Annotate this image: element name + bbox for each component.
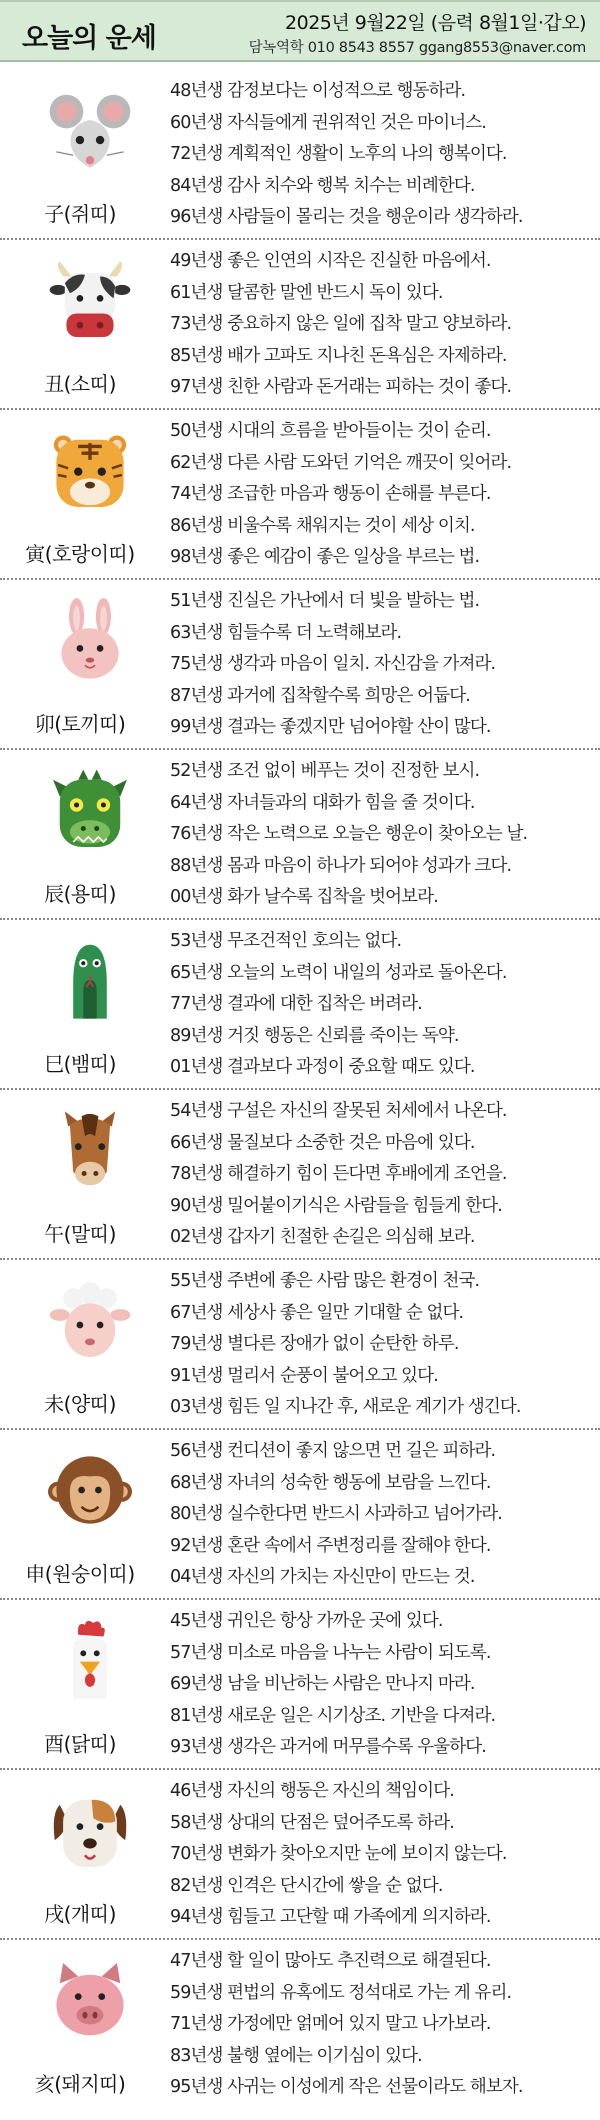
zodiac-cell bbox=[0, 70, 160, 240]
zodiac-cell bbox=[0, 750, 160, 920]
fortune-line: 73년생 중요하지 않은 일에 집착 말고 양보하라. bbox=[170, 314, 512, 334]
fortune-line: 91년생 멀리서 순풍이 불어오고 있다. bbox=[170, 1365, 438, 1386]
fortune-line: 70년생 변화가 찾아오지만 눈에 보이지 않는다. bbox=[170, 1844, 507, 1864]
monkey-icon bbox=[48, 1448, 132, 1532]
dog-icon bbox=[48, 1788, 132, 1872]
snake-icon bbox=[48, 938, 132, 1022]
zodiac-row-rat bbox=[0, 70, 600, 240]
rat-icon bbox=[48, 88, 132, 172]
tiger-icon bbox=[48, 428, 132, 512]
zodiac-cell bbox=[0, 1430, 160, 1600]
fortune-line: 64년생 자녀들과의 대화가 힘을 줄 것이다. bbox=[170, 792, 475, 813]
fortune-line: 45년생 귀인은 항상 가까운 곳에 있다. bbox=[170, 1611, 443, 1631]
fortune-line: 48년생 감정보다는 이성적으로 행동하라. bbox=[170, 81, 466, 101]
fortune-lines bbox=[170, 76, 594, 234]
zodiac-row-snake bbox=[0, 920, 600, 1090]
fortune-lines bbox=[170, 1946, 594, 2104]
fortune-line: 47년생 할 일이 많아도 추진력으로 해결된다. bbox=[170, 1951, 491, 1971]
fortune-line: 02년생 갑자기 친절한 손길은 의심해 보라. bbox=[170, 1227, 475, 1247]
zodiac-row-sheep bbox=[0, 1260, 600, 1430]
zodiac-row-pig bbox=[0, 1940, 600, 2110]
zodiac-label: 丑(소띠) bbox=[44, 372, 116, 396]
zodiac-row-dragon bbox=[0, 750, 600, 920]
fortune-line: 66년생 물질보다 소중한 것은 마음에 있다. bbox=[170, 1132, 475, 1153]
zodiac-row-ox bbox=[0, 240, 600, 410]
header-contact: 담녹역학 010 8543 8557 ggang8553@naver.com bbox=[248, 40, 586, 56]
fortune-line: 81년생 새로운 일은 시기상조. 기반을 다져라. bbox=[170, 1705, 496, 1726]
fortune-line: 84년생 감사 치수와 행복 치수는 비례한다. bbox=[170, 175, 475, 196]
fortune-line: 95년생 사귀는 이성에게 작은 선물이라도 해보자. bbox=[170, 2077, 523, 2097]
fortune-line: 49년생 좋은 인연의 시작은 진실한 마음에서. bbox=[170, 251, 491, 271]
fortune-line: 83년생 불행 옆에는 이기심이 있다. bbox=[170, 2045, 422, 2066]
zodiac-label: 子(쥐띠) bbox=[44, 202, 116, 226]
fortune-line: 60년생 자식들에게 권위적인 것은 마이너스. bbox=[170, 112, 486, 133]
fortune-line: 88년생 몸과 마음이 하나가 되어야 성과가 크다. bbox=[170, 855, 512, 876]
zodiac-cell bbox=[0, 1090, 160, 1260]
zodiac-label: 辰(용띠) bbox=[44, 882, 116, 906]
fortune-lines bbox=[170, 246, 594, 404]
fortune-lines bbox=[170, 1606, 594, 1764]
fortune-line: 59년생 편법의 유혹에도 정석대로 가는 게 유리. bbox=[170, 1982, 512, 2003]
zodiac-cell bbox=[0, 240, 160, 410]
zodiac-label: 申(원숭이띠) bbox=[25, 1562, 135, 1586]
fortune-line: 80년생 실수한다면 반드시 사과하고 넘어가라. bbox=[170, 1504, 502, 1524]
fortune-line: 96년생 사람들이 몰리는 것을 행운이라 생각하라. bbox=[170, 207, 523, 227]
fortune-line: 71년생 가정에만 얽메어 있지 말고 나가보라. bbox=[170, 2014, 491, 2034]
fortune-line: 04년생 자신의 가치는 자신만이 만드는 것. bbox=[170, 1567, 475, 1587]
zodiac-label: 酉(닭띠) bbox=[44, 1732, 116, 1756]
fortune-line: 61년생 달콤한 말엔 반드시 독이 있다. bbox=[170, 282, 443, 303]
horse-icon bbox=[48, 1108, 132, 1192]
zodiac-row-monkey bbox=[0, 1430, 600, 1600]
fortune-line: 58년생 상대의 단점은 덮어주도록 하라. bbox=[170, 1812, 454, 1833]
fortune-line: 79년생 별다른 장애가 없이 순탄한 하루. bbox=[170, 1334, 459, 1354]
zodiac-label: 午(말띠) bbox=[44, 1222, 116, 1246]
fortune-lines bbox=[170, 416, 594, 574]
zodiac-label: 巳(뱀띠) bbox=[44, 1052, 116, 1076]
fortune-line: 67년생 세상사 좋은 일만 기대할 순 없다. bbox=[170, 1302, 464, 1323]
fortune-line: 82년생 인격은 단시간에 쌓을 순 없다. bbox=[170, 1875, 443, 1896]
fortune-line: 68년생 자녀의 성숙한 행동에 보람을 느낀다. bbox=[170, 1472, 491, 1493]
fortune-lines bbox=[170, 1096, 594, 1254]
fortune-line: 93년생 생각은 과거에 머무를수록 우울하다. bbox=[170, 1737, 486, 1757]
zodiac-label: 寅(호랑이띠) bbox=[25, 542, 135, 566]
header bbox=[0, 0, 600, 62]
fortune-line: 54년생 구설은 자신의 잘못된 처세에서 나온다. bbox=[170, 1101, 507, 1121]
rooster-icon bbox=[48, 1618, 132, 1702]
fortune-line: 55년생 주변에 좋은 사람 많은 환경이 천국. bbox=[170, 1271, 480, 1291]
fortune-line: 77년생 결과에 대한 집착은 버려라. bbox=[170, 994, 422, 1014]
fortune-lines bbox=[170, 756, 594, 914]
zodiac-label: 卯(토끼띠) bbox=[34, 712, 126, 736]
fortune-line: 65년생 오늘의 노력이 내일의 성과로 돌아온다. bbox=[170, 962, 507, 983]
page-title: 오늘의 운세 bbox=[22, 23, 156, 54]
fortune-line: 87년생 과거에 집착할수록 희망은 어둡다. bbox=[170, 685, 470, 706]
fortune-line: 52년생 조건 없이 베푸는 것이 진정한 보시. bbox=[170, 761, 480, 781]
zodiac-row-horse bbox=[0, 1090, 600, 1260]
zodiac-row-tiger bbox=[0, 410, 600, 580]
fortune-line: 78년생 해결하기 힘이 든다면 후배에게 조언을. bbox=[170, 1164, 507, 1184]
fortune-lines bbox=[170, 1436, 594, 1594]
header-date: 2025년 9월22일 (음력 8월1일·갑오) bbox=[285, 12, 586, 34]
fortune-line: 85년생 배가 고파도 지나친 돈욕심은 자제하라. bbox=[170, 345, 507, 366]
fortune-line: 98년생 좋은 예감이 좋은 일상을 부르는 법. bbox=[170, 547, 480, 567]
zodiac-row-dog bbox=[0, 1770, 600, 1940]
zodiac-cell bbox=[0, 580, 160, 750]
fortune-line: 75년생 생각과 마음이 일치. 자신감을 가져라. bbox=[170, 654, 496, 674]
fortune-line: 53년생 무조건적인 호의는 없다. bbox=[170, 931, 402, 951]
zodiac-cell bbox=[0, 920, 160, 1090]
fortune-line: 57년생 미소로 마음을 나누는 사람이 되도록. bbox=[170, 1642, 491, 1663]
fortune-line: 69년생 남을 비난하는 사람은 만나지 마라. bbox=[170, 1674, 475, 1694]
fortune-line: 03년생 힘든 일 지나간 후, 새로운 계기가 생긴다. bbox=[170, 1397, 521, 1417]
fortune-line: 51년생 진실은 가난에서 더 빛을 발하는 법. bbox=[170, 591, 480, 611]
ox-icon bbox=[48, 258, 132, 342]
fortune-line: 89년생 거짓 행동은 신뢰를 죽이는 독약. bbox=[170, 1025, 459, 1046]
fortune-lines bbox=[170, 926, 594, 1084]
zodiac-row-rabbit bbox=[0, 580, 600, 750]
fortune-line: 76년생 작은 노력으로 오늘은 행운이 찾아오는 날. bbox=[170, 824, 528, 844]
fortune-line: 90년생 밀어붙이기식은 사람들을 힘들게 한다. bbox=[170, 1195, 502, 1216]
fortune-line: 94년생 힘들고 고단할 때 가족에게 의지하라. bbox=[170, 1907, 491, 1927]
zodiac-list bbox=[0, 70, 600, 2110]
fortune-line: 01년생 결과보다 과정이 중요할 때도 있다. bbox=[170, 1057, 475, 1077]
zodiac-label: 未(양띠) bbox=[44, 1392, 116, 1416]
zodiac-cell bbox=[0, 410, 160, 580]
zodiac-label: 亥(돼지띠) bbox=[34, 2072, 126, 2096]
zodiac-label: 戌(개띠) bbox=[44, 1902, 116, 1926]
zodiac-row-rooster bbox=[0, 1600, 600, 1770]
dragon-icon bbox=[48, 768, 132, 852]
fortune-line: 97년생 친한 사람과 돈거래는 피하는 것이 좋다. bbox=[170, 377, 512, 397]
fortune-line: 46년생 자신의 행동은 자신의 책임이다. bbox=[170, 1781, 454, 1801]
fortune-lines bbox=[170, 1776, 594, 1934]
fortune-line: 74년생 조급한 마음과 행동이 손해를 부른다. bbox=[170, 484, 491, 504]
fortune-line: 62년생 다른 사람 도와던 기억은 깨끗이 잊어라. bbox=[170, 452, 512, 473]
fortune-line: 63년생 힘들수록 더 노력해보라. bbox=[170, 622, 402, 643]
fortune-line: 50년생 시대의 흐름을 받아들이는 것이 순리. bbox=[170, 421, 491, 441]
pig-icon bbox=[48, 1958, 132, 2042]
fortune-lines bbox=[170, 1266, 594, 1424]
fortune-line: 99년생 결과는 좋겠지만 넘어야할 산이 많다. bbox=[170, 717, 491, 737]
rabbit-icon bbox=[48, 598, 132, 682]
fortune-line: 92년생 혼란 속에서 주변정리를 잘해야 한다. bbox=[170, 1535, 491, 1556]
fortune-line: 86년생 비울수록 채워지는 것이 세상 이치. bbox=[170, 515, 475, 536]
fortune-line: 00년생 화가 날수록 집착을 벗어보라. bbox=[170, 887, 438, 907]
zodiac-cell bbox=[0, 1260, 160, 1430]
zodiac-cell bbox=[0, 1770, 160, 1940]
sheep-icon bbox=[48, 1278, 132, 1362]
fortune-line: 56년생 컨디션이 좋지 않으면 먼 길은 피하라. bbox=[170, 1441, 496, 1461]
zodiac-cell bbox=[0, 1940, 160, 2110]
zodiac-cell bbox=[0, 1600, 160, 1770]
fortune-line: 72년생 계획적인 생활이 노후의 나의 행복이다. bbox=[170, 144, 507, 164]
fortune-lines bbox=[170, 586, 594, 744]
